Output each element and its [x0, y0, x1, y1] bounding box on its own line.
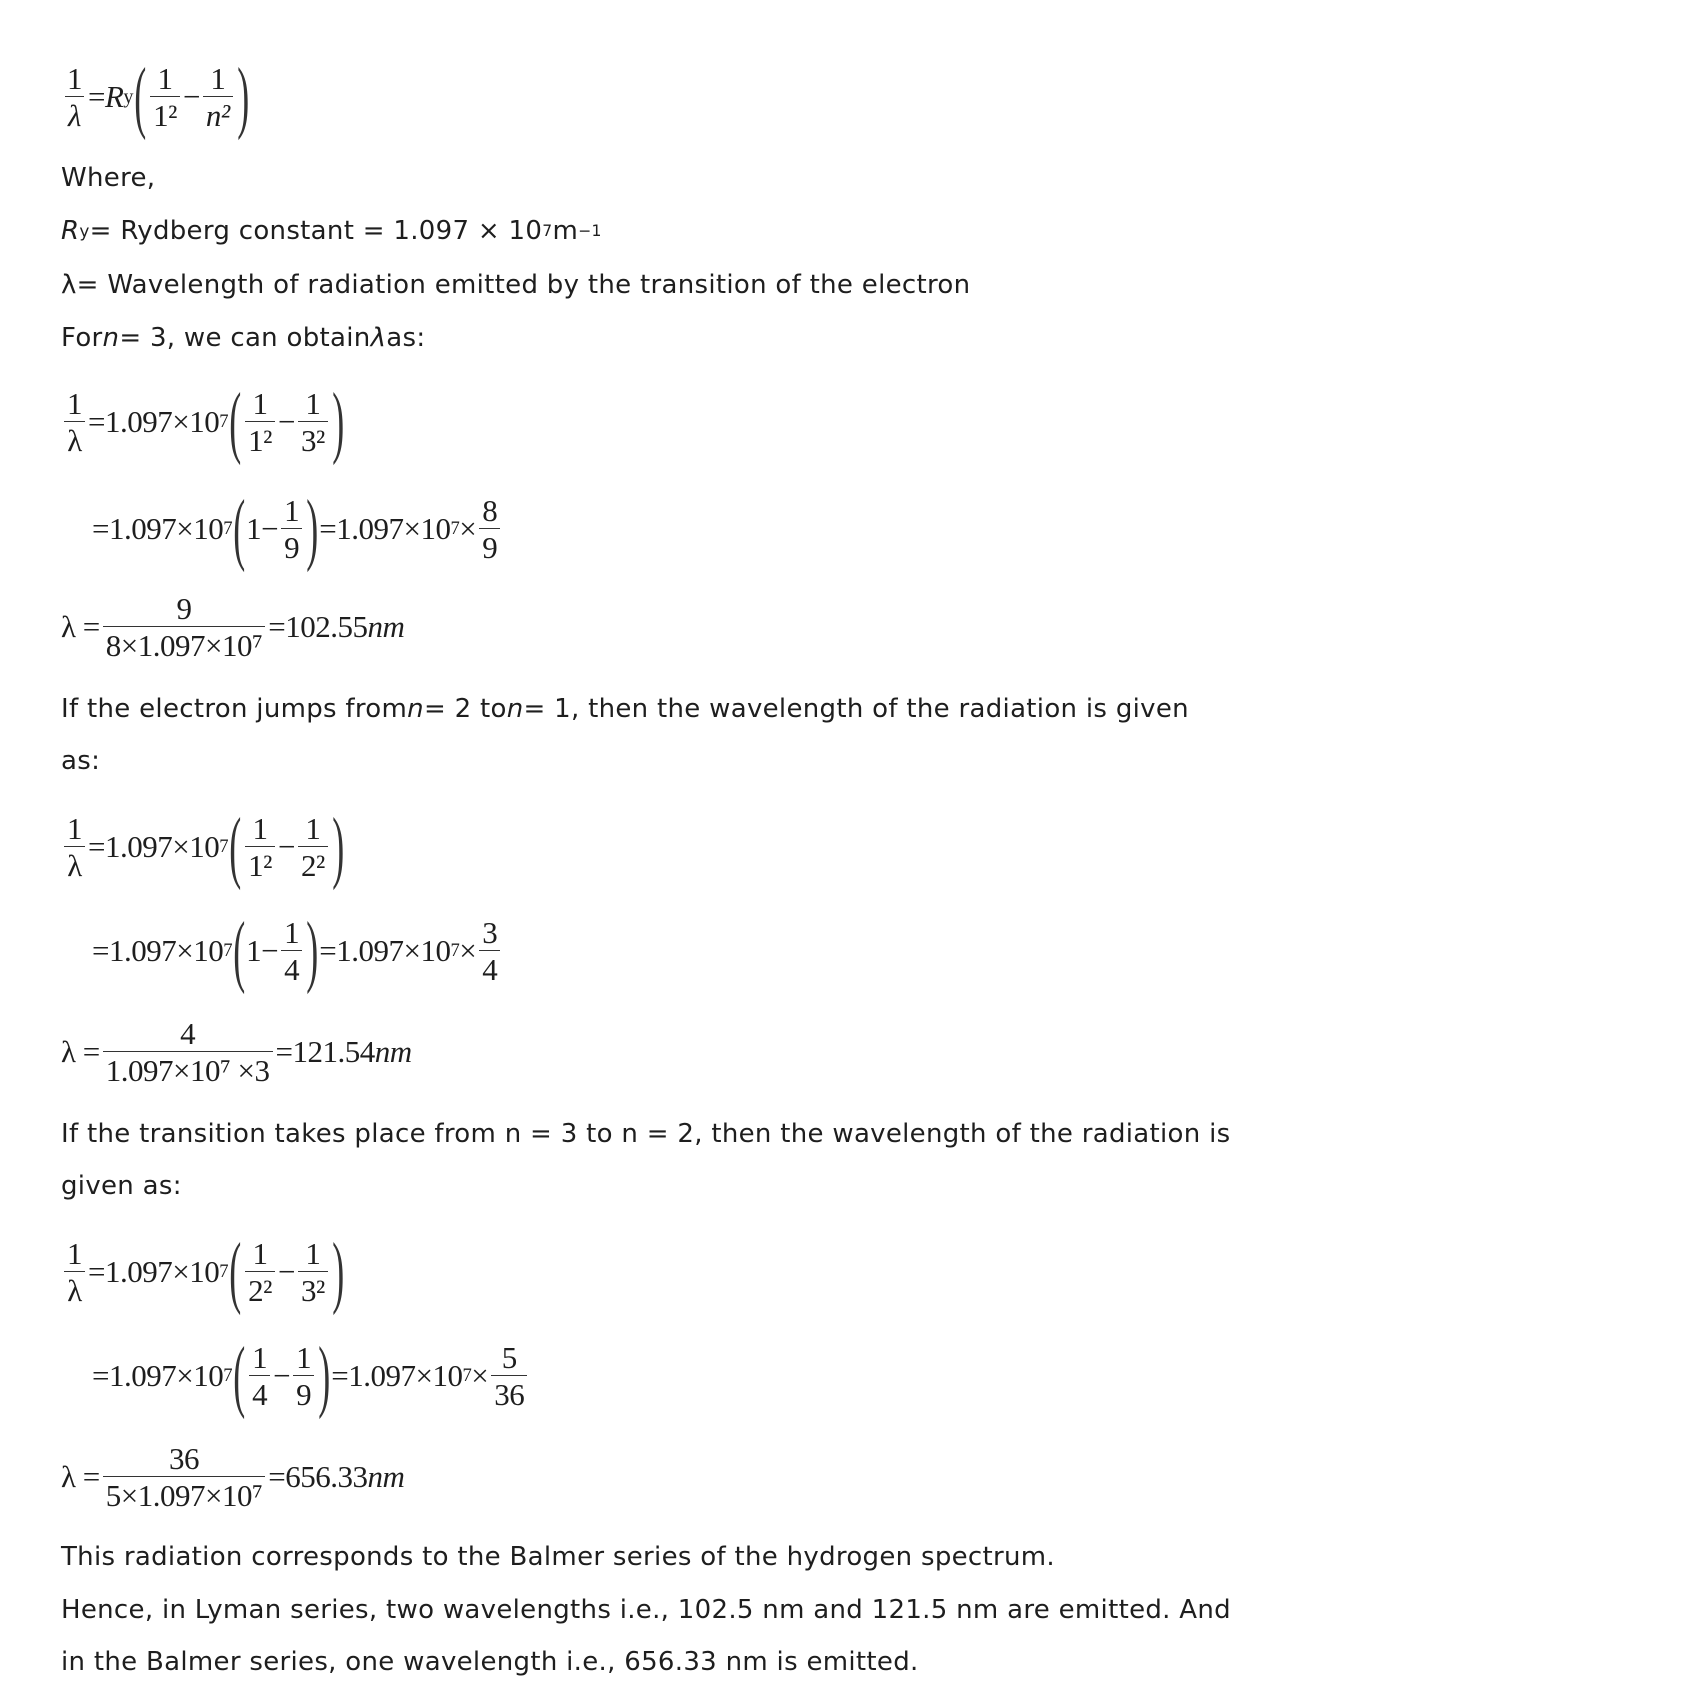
text-line [61, 270, 970, 300]
text-run: − [277, 404, 295, 439]
numerator: 1 [210, 61, 226, 96]
text-run: =1.097×10 [88, 1254, 220, 1289]
parenthesized-group [133, 53, 250, 141]
denominator: λ [64, 1271, 85, 1306]
equation-line: $\frac{1}{\lambda}$ =1.097×10 7 ( $\frac{1}{\text{1²}}$ − $\frac{1}{\text{3²}}$ ) [61, 382, 345, 462]
denominator: 4 [281, 950, 302, 985]
text-run: =1.097×10 [88, 829, 220, 864]
text-run: =1.097×10 [92, 1358, 224, 1393]
text-run: =1.097×10 [319, 511, 451, 546]
fraction [298, 813, 328, 881]
left-paren: ( [134, 53, 146, 141]
denominator: λ [65, 96, 84, 131]
fraction [150, 63, 180, 131]
equation-line: $\frac{1}{\lambda}$ =1.097×10 7 ( $\frac{1}{\text{1²}}$ − $\frac{1}{\text{2²}}$ ) [61, 807, 345, 887]
text-line [61, 1647, 919, 1677]
equation-line: =1.097×10 7 ( 1− $\frac{1}{4}$ ) =1.097×10 7 × $\frac{3}{4}$ [92, 911, 503, 991]
text-run: = 3, we can obtain [119, 323, 371, 353]
numerator: 1 [305, 811, 321, 846]
text-line [61, 746, 100, 776]
text-run: Where, [61, 163, 156, 193]
text-line: R y = Rydberg constant = 1.097 × 10 7 m −1 [61, 216, 602, 246]
text-run: =1.097×10 [92, 933, 224, 968]
denominator: 4 [479, 950, 500, 985]
equation-line [61, 1018, 412, 1086]
right-paren: ) [236, 53, 249, 141]
denominator: 5×1.097×10⁷ [103, 1476, 266, 1511]
fraction [281, 917, 302, 985]
numerator: 1 [296, 1340, 312, 1375]
text-run: Hence, in Lyman series, two wavelengths i.e., 102.5 nm and 121.5 nm are emitted. And [61, 1595, 1231, 1625]
denominator: 8×1.097×10⁷ [103, 626, 266, 661]
text-run: − [277, 829, 295, 864]
equation-line: =1.097×10 7 ( 1− $\frac{1}{9}$ ) =1.097×10 7 × $\frac{8}{9}$ [92, 489, 503, 569]
text-run: × [471, 1358, 489, 1393]
fraction [293, 1342, 314, 1410]
fraction [64, 63, 85, 131]
text-run: = Rydberg constant = 1.097 × 10 [89, 216, 543, 246]
fraction [103, 1018, 273, 1086]
numerator: 1 [284, 493, 300, 528]
denominator: 9 [479, 528, 500, 563]
numerator: 5 [501, 1340, 517, 1375]
text-run: as: [386, 323, 426, 353]
text-run: as: [61, 746, 101, 776]
numerator: 1 [252, 1236, 268, 1271]
text-run: m [552, 216, 579, 246]
right-paren: ) [331, 803, 344, 891]
text-run: = 1, then the wavelength of the radiation is given [523, 694, 1189, 724]
numerator: 1 [157, 61, 173, 96]
right-paren: ) [331, 378, 344, 466]
text-line [61, 694, 1189, 724]
text-run: If the transition takes place from n = 3 to n = 2, then the wavelength of the radiation is [61, 1119, 1231, 1149]
numerator: 4 [180, 1016, 196, 1051]
text-run: λ = [61, 609, 100, 644]
text-run: =1.097×10 [319, 933, 451, 968]
numerator: 1 [284, 915, 300, 950]
text-run: = 2 to [423, 694, 507, 724]
text-run: λ = [61, 1459, 100, 1494]
denominator: 3² [298, 1271, 328, 1306]
fraction [249, 1342, 270, 1410]
text-run: =1.097×10 [331, 1358, 463, 1393]
fraction [103, 1443, 266, 1511]
italic-symbol: n [407, 694, 424, 724]
text-line [61, 163, 155, 193]
numerator: 1 [67, 1236, 82, 1271]
left-paren: ( [229, 1228, 241, 1316]
numerator: 1 [305, 386, 321, 421]
italic-symbol: R [104, 79, 124, 114]
numerator: 1 [67, 386, 82, 421]
text-run: 1− [246, 933, 279, 968]
numerator: 1 [67, 61, 82, 96]
denominator: n² [203, 96, 233, 131]
parenthesized-group [232, 1332, 331, 1420]
left-paren: ( [229, 378, 241, 466]
text-run: − [277, 1254, 295, 1289]
fraction [103, 593, 266, 661]
denominator: λ [64, 846, 85, 881]
text-run: × [459, 933, 477, 968]
fraction [245, 1238, 275, 1306]
right-paren: ) [306, 907, 319, 995]
fraction [479, 917, 500, 985]
text-run: given as: [61, 1171, 182, 1201]
text-run: − [182, 79, 200, 114]
italic-symbol: n [102, 323, 120, 353]
italic-symbol: nm [367, 609, 405, 644]
equation-line [61, 593, 404, 661]
denominator: 1² [245, 846, 275, 881]
denominator: 1.097×10⁷ ×3 [103, 1051, 273, 1086]
numerator: 3 [482, 915, 498, 950]
denominator: 4 [249, 1375, 270, 1410]
left-paren: ( [229, 803, 241, 891]
italic-symbol: n [506, 694, 524, 724]
numerator: 8 [482, 493, 498, 528]
text-run: × [459, 511, 477, 546]
left-paren: ( [233, 1332, 245, 1420]
numerator: 1 [305, 1236, 321, 1271]
denominator: 9 [281, 528, 302, 563]
text-line [61, 1119, 1230, 1149]
parenthesized-group [228, 803, 345, 891]
parenthesized-group [228, 378, 345, 466]
left-paren: ( [233, 907, 245, 995]
text-line [61, 1542, 1055, 1572]
text-run: =1.097×10 [92, 511, 224, 546]
fraction [245, 388, 275, 456]
equation-line [61, 1443, 404, 1511]
text-run: in the Balmer series, one wavelength i.e., 656.33 nm is emitted. [61, 1647, 919, 1677]
fraction [298, 1238, 328, 1306]
text-run: =121.54 [275, 1034, 375, 1069]
fraction [245, 813, 275, 881]
parenthesized-group [228, 1228, 345, 1316]
numerator: 1 [252, 811, 268, 846]
denominator: 1² [150, 96, 180, 131]
text-run: =1.097×10 [88, 404, 220, 439]
numerator: 1 [67, 811, 82, 846]
italic-symbol: λ [370, 323, 387, 353]
italic-symbol: R [61, 216, 80, 246]
text-run: − [273, 1358, 291, 1393]
right-paren: ) [318, 1332, 331, 1420]
numerator: 36 [169, 1441, 200, 1476]
right-paren: ) [306, 485, 319, 573]
equation-line: $\frac{1}{\lambda}$ =1.097×10 7 ( $\frac{1}{\text{2²}}$ − $\frac{1}{\text{3²}}$ ) [61, 1232, 345, 1312]
italic-symbol: nm [367, 1459, 405, 1494]
numerator: 1 [252, 386, 268, 421]
text-line [61, 1171, 182, 1201]
italic-symbol: nm [374, 1034, 412, 1069]
text-run: =102.55 [268, 609, 368, 644]
text-run: =656.33 [268, 1459, 368, 1494]
numerator: 9 [176, 591, 192, 626]
text-run: If the electron jumps from [61, 694, 408, 724]
text-run: λ = [61, 1034, 100, 1069]
parenthesized-group [232, 485, 319, 573]
equation-line: $\frac{1}{\lambda}$ = R y ( $\frac{1}{\text{1²}}$ − $\frac{1}{\text{n²}}$ ) [61, 57, 250, 137]
denominator: λ [64, 421, 85, 456]
left-paren: ( [233, 485, 245, 573]
text-run: λ= Wavelength of radiation emitted by the transition of the electron [61, 270, 971, 300]
fraction [64, 1238, 85, 1306]
fraction [479, 495, 500, 563]
fraction [491, 1342, 527, 1410]
denominator: 1² [245, 421, 275, 456]
text-line [61, 323, 425, 353]
fraction [298, 388, 328, 456]
denominator: 36 [491, 1375, 527, 1410]
denominator: 9 [293, 1375, 314, 1410]
fraction [281, 495, 302, 563]
text-run: This radiation corresponds to the Balmer series of the hydrogen spectrum. [61, 1542, 1055, 1572]
fraction [64, 388, 85, 456]
denominator: 2² [245, 1271, 275, 1306]
denominator: 3² [298, 421, 328, 456]
fraction [64, 813, 85, 881]
text-run: = [88, 79, 105, 114]
text-run: 1− [246, 511, 279, 546]
numerator: 1 [252, 1340, 268, 1375]
text-line [61, 1595, 1231, 1625]
denominator: 2² [298, 846, 328, 881]
fraction [203, 63, 233, 131]
parenthesized-group [232, 907, 319, 995]
right-paren: ) [331, 1228, 344, 1316]
equation-line: =1.097×10 7 ( $\frac{1}{4}$ − $\frac{1}{9}$ ) =1.097×10 7 × $\frac{5}{36}$ [92, 1336, 530, 1416]
text-run: For [61, 323, 103, 353]
